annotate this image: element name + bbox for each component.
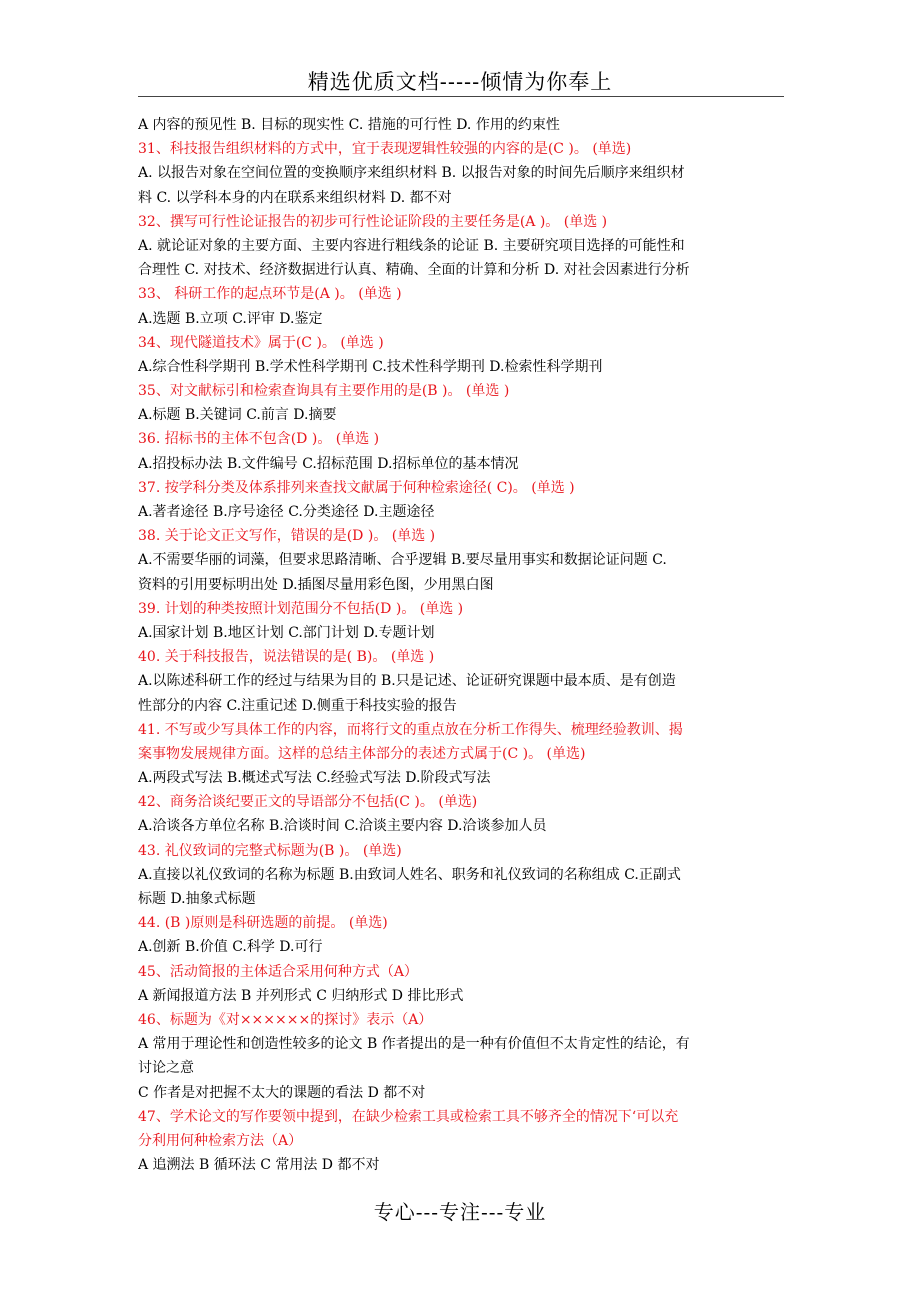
question-line: 32、撰写可行性论证报告的初步可行性论证阶段的主要任务是(A )。 (单选 ) [138,213,608,230]
question-line: 45、活动简报的主体适合采用何种方式（A） [138,963,418,980]
option-line: A.标题 B.关键词 C.前言 D.摘要 [138,407,337,424]
document-body [138,113,784,1177]
option-line: 讨论之意 [138,1060,194,1077]
option-line: 资料的引用要标明出处 D.插图尽量用彩色图，少用黑白图 [138,576,494,593]
question-line: 分利用何种检索方法（A） [138,1132,303,1149]
option-line: A.直接以礼仪致词的名称为标题 B.由致词人姓名、职务和礼仪致词的名称组成 C.正副式 [138,866,681,883]
question-line: 31、科技报告组织材料的方式中，宜于表现逻辑性较强的内容的是(C )。 (单选) [138,141,632,158]
question-line: 33、 科研工作的起点环节是(A )。 (单选 ) [138,286,402,303]
question-line: 35、对文献标引和检索查询具有主要作用的是(B )。 (单选 ) [138,383,510,400]
page-footer: 专心---专注---专业 [373,1200,547,1224]
question-line: 39. 计划的种类按照计划范围分不包括(D )。 (单选 ) [138,600,464,617]
option-line: A 追溯法 B 循环法 C 常用法 D 都不对 [138,1157,380,1174]
option-line: A.洽谈各方单位名称 B.洽谈时间 C.洽谈主要内容 D.洽谈参加人员 [138,818,547,835]
option-line: A.招投标办法 B.文件编号 C.招标范围 D.招标单位的基本情况 [138,455,519,472]
option-line: A. 就论证对象的主要方面、主要内容进行粗线条的论证 B. 主要研究项目选择的可能性和 [138,237,685,254]
option-line: A. 以报告对象在空间位置的变换顺序来组织材料 B. 以报告对象的时间先后顺序来组织材 [138,165,685,182]
question-line: 42、商务洽谈纪要正文的导语部分不包括(C )。 (单选) [138,794,478,811]
option-line: A.两段式写法 B.概述式写法 C.经验式写法 D.阶段式写法 [138,770,491,787]
header-divider [138,96,784,97]
option-line: A.国家计划 B.地区计划 C.部门计划 D.专题计划 [138,624,435,641]
option-line: A.综合性科学期刊 B.学术性科学期刊 C.技术性科学期刊 D.检索性科学期刊 [138,358,603,375]
option-line: 料 C. 以学科本身的内在联系来组织材料 D. 都不对 [138,189,452,206]
page-header: 精选优质文档-----倾情为你奉上 [307,70,613,94]
option-line: A 新闻报道方法 B 并列形式 C 归纳形式 D 排比形式 [138,987,464,1004]
question-line: 46、标题为《对××××××的探讨》表示（A） [138,1011,433,1028]
option-line: A.以陈述科研工作的经过与结果为目的 B.只是记述、论证研究课题中最本质、是有创造 [138,673,676,690]
option-line: A 常用于理论性和创造性较多的论文 B 作者提出的是一种有价值但不太肯定性的结论，有 [138,1036,690,1053]
option-line: C 作者是对把握不太大的课题的看法 D 都不对 [138,1084,426,1101]
option-line: A 内容的预见性 B. 目标的现实性 C. 措施的可行性 D. 作用的约束性 [138,117,560,133]
option-line: A.选题 B.立项 C.评审 D.鉴定 [138,310,323,327]
question-line: 36. 招标书的主体不包含(D )。 (单选 ) [138,431,380,448]
question-line: 34、现代隧道技术》属于(C )。 (单选 ) [138,334,384,351]
question-line: 47、学术论文的写作要领中提到，在缺少检索工具或检索工具不够齐全的情况下‘可以充 [138,1108,679,1125]
option-line: 合理性 C. 对技术、经济数据进行认真、精确、全面的计算和分析 D. 对社会因素进行分析 [138,262,690,279]
question-line: 案事物发展规律方面。这样的总结主体部分的表述方式属于(C )。 (单选) [138,745,586,762]
question-line: 43. 礼仪致词的完整式标题为(B )。 (单选) [138,842,402,859]
question-line: 41. 不写或少写具体工作的内容，而将行文的重点放在分析工作得失、梳理经验教训、揭 [138,721,683,738]
option-line: 性部分的内容 C.注重记述 D.侧重于科技实验的报告 [138,697,457,714]
option-line: A.创新 B.价值 C.科学 D.可行 [138,939,323,956]
option-line: 标题 D.抽象式标题 [138,891,256,907]
question-line: 37. 按学科分类及体系排列来查找文献属于何种检索途径( C)。 (单选 ) [138,479,575,496]
option-line: A.不需要华丽的词藻，但要求思路清晰、合乎逻辑 B.要尽量用事实和数据论证问题 C. [138,552,667,569]
question-line: 40. 关于科技报告，说法错误的是( B)。 (单选 ) [138,649,435,666]
question-line: 44. (B )原则是科研选题的前提。 (单选) [138,915,388,932]
question-line: 38. 关于论文正文写作，错误的是(D )。 (单选 ) [138,528,436,545]
option-line: A.著者途径 B.序号途径 C.分类途径 D.主题途径 [138,504,435,520]
